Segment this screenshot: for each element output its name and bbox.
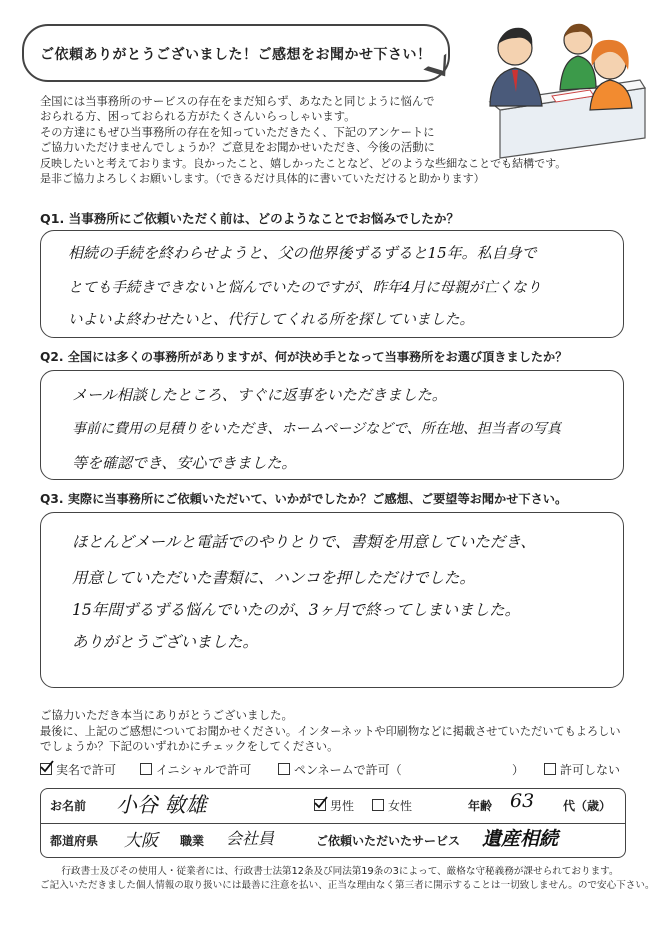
- answer-2-line: メール相談したところ、すぐに返事をいただきました。: [72, 386, 447, 404]
- intro-text: [40, 94, 567, 186]
- permission-initial-label: イニシャルで許可: [156, 763, 252, 777]
- service-value: 遺産相続: [482, 828, 559, 850]
- permission-pen-name[interactable]: [278, 761, 402, 778]
- closing-line: 最後に、上記のご感想についてお聞かせください。インターネットや印刷物などに掲載させていただいてもよろしい: [40, 724, 621, 738]
- service-label: ご依頼いただいたサービス: [316, 834, 461, 848]
- intro-line: おられる方、困っておられる方がたくさんいらっしゃいます。: [40, 110, 356, 124]
- checkbox-real-name[interactable]: [40, 763, 52, 775]
- intro-line: その方達にもぜひ当事務所の存在を知っていただきたく、下記のアンケートに: [40, 125, 435, 139]
- question-1-label: Q1. 当事務所にご依頼いただく前は、どのようなことでお悩みでしたか？: [40, 211, 460, 226]
- permission-real-name-label: 実名で許可: [56, 763, 117, 777]
- name-label: お名前: [50, 799, 87, 813]
- answer-3-line: ほとんどメールと電話でのやりとりで、書類を用意していただき、: [72, 533, 536, 551]
- checkmark-icon: [314, 796, 328, 810]
- intro-line: 反映したいと考えております。良かったこと、嬉しかったことなど、どのような些細なことでも結構です。: [40, 156, 567, 170]
- checkbox-pen-name[interactable]: [278, 763, 290, 775]
- checkbox-deny[interactable]: [544, 763, 556, 775]
- answer-3-line: 15年間ずるずる悩んでいたのが、3ヶ月で終ってしまいました。: [72, 601, 521, 619]
- closing-text: [40, 708, 640, 755]
- gender-male[interactable]: [314, 797, 354, 814]
- bubble-title: ご依頼ありがとうございました！ご感想をお聞かせ下さい！: [40, 47, 432, 63]
- age-label: 年齢: [468, 799, 493, 813]
- checkbox-initial[interactable]: [140, 763, 152, 775]
- prefecture-label: 都道府県: [50, 834, 99, 848]
- footer-line: 行政書士及びその使用人・従業者には、行政書士法第12条及び同法第19条の3によって、厳格な守秘義務が課せられております。: [61, 866, 619, 877]
- answer-1-line: とても手続きできないと悩んでいたのですが、昨年4月に母親が亡くなり: [68, 280, 542, 296]
- permission-pen-name-label: ペンネームで許可（: [294, 763, 402, 777]
- permission-deny-label: 許可しない: [560, 763, 621, 777]
- permission-deny[interactable]: [544, 761, 620, 778]
- closing-line: でしょうか？下記のいずれかにチェックをしてください。: [40, 739, 339, 753]
- intro-line: ご協力いただけませんでしょうか？ご意見をお聞かせいただき、今後の活動に: [40, 141, 435, 155]
- checkbox-female[interactable]: [372, 799, 384, 811]
- female-label: 女性: [388, 799, 413, 813]
- footer-notice: [40, 865, 655, 893]
- answer-2-line: 等を確認でき、安心できました。: [72, 454, 297, 472]
- gender-female[interactable]: [372, 797, 412, 814]
- job-label: 職業: [180, 834, 205, 848]
- permission-initial[interactable]: [140, 761, 251, 778]
- intro-line: 是非ご協力よろしくお願いします。（できるだけ具体的に書いていただけると助かります）: [40, 172, 485, 186]
- answer-2-line: 事前に費用の見積りをいただき、ホームページなどで、所在地、担当者の写真: [72, 421, 561, 437]
- question-2-label: Q2. 全国には多くの事務所がありますが、何が決め手となって当事務所をお選び頂きましたか？: [40, 350, 568, 364]
- answer-1-line: いよいよ終わせたいと、代行してくれる所を探していました。: [68, 312, 474, 328]
- checkbox-male[interactable]: [314, 799, 326, 811]
- footer-line: ご記入いただきました個人情報の取り扱いには最善に注意を払い、正当な理由なく第三者に開示することは一切致しません。ので安心下さい。: [40, 880, 655, 891]
- closing-line: ご協力いただき本当にありがとうございました。: [40, 708, 293, 722]
- age-value: 63: [510, 790, 535, 812]
- answer-3-line: 用意していただいた書類に、ハンコを押しただけでした。: [72, 569, 476, 587]
- permission-real-name[interactable]: [40, 761, 116, 778]
- question-3-label: Q3. 実際に当事務所にご依頼いただいて、いかがでしたか？ご感想、ご要望等お聞かせ下さい。: [40, 492, 568, 506]
- answer-1-line: 相続の手続を終わらせようと、父の他界後ずるずると15年。私自身で: [68, 244, 537, 262]
- job-value: 会社員: [226, 829, 275, 848]
- consultation-illustration: [460, 18, 650, 163]
- answer-3-line: ありがとうございました。: [72, 633, 259, 651]
- pen-name-close: ）: [512, 763, 525, 777]
- age-unit: 代（歳）: [563, 799, 612, 813]
- male-label: 男性: [330, 799, 355, 813]
- intro-line: 全国には当事務所のサービスの存在をまだ知らず、あなたと同じように悩んで: [40, 95, 435, 108]
- prefecture-value: 大阪: [124, 831, 158, 851]
- name-value: 小谷 敏雄: [116, 793, 207, 817]
- checkmark-icon: [40, 760, 54, 774]
